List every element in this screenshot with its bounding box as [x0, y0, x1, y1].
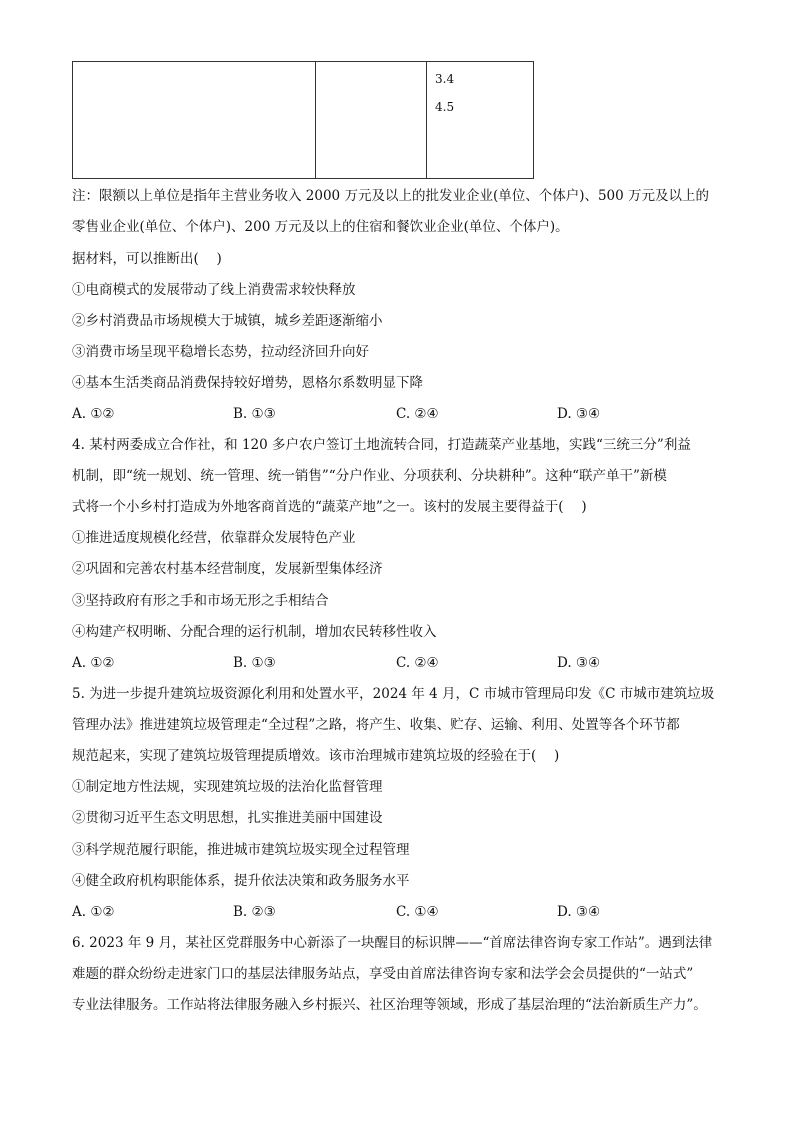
answer-option-b: B. ①③: [233, 406, 276, 422]
answer-option-c: C. ②④: [396, 406, 439, 422]
question-item: ①电商模式的发展带动了线上消费需求较快释放: [72, 282, 356, 298]
answer-option-a: A. ①②: [72, 406, 115, 422]
question-stem: 4. 某村两委成立合作社，和 120 多户农户签订土地流转合同，打造蔬菜产业基地，实践“三统三分”利益: [72, 437, 691, 453]
question-item: ③科学规范履行职能，推进城市建筑垃圾实现全过程管理: [72, 842, 410, 858]
answer-option-a: A. ①②: [72, 904, 115, 920]
question-stem: 机制，即“统一规划、统一管理、统一销售”“分户作业、分项获利、分块耕种”。这种“联产单干”新模: [72, 468, 667, 484]
question-stem: 难题的群众纷纷走进家门口的基层法律服务站点，享受由首席法律咨询专家和法学会会员提供的“一站式”: [72, 966, 694, 982]
answer-option-d: D. ③④: [557, 406, 601, 422]
question-stem: 规范起来，实现了建筑垃圾管理提质增效。该市治理城市建筑垃圾的经验在于( ): [72, 748, 560, 764]
question-item: ④构建产权明晰、分配合理的运行机制，增加农民转移性收入: [72, 624, 437, 640]
table-value: 4.5: [435, 100, 455, 114]
answer-option-b: B. ①③: [233, 655, 276, 671]
question-item: ①推进适度规模化经营，依靠群众发展特色产业: [72, 530, 356, 546]
answer-option-a: A. ①②: [72, 655, 115, 671]
table-note: 注：限额以上单位是指年主营业务收入 2000 万元及以上的批发业企业(单位、个体户)、500 万元及以上的: [72, 188, 710, 204]
question-item: ②巩固和完善农村基本经营制度，发展新型集体经济: [72, 561, 383, 577]
question-stem: 专业法律服务。工作站将法律服务融入乡村振兴、社区治理等领域，形成了基层治理的“法治新质生产力”。: [72, 997, 707, 1013]
data-table-fragment: [72, 61, 534, 179]
answer-option-c: C. ①④: [396, 904, 439, 920]
question-item: ②乡村消费品市场规模大于城镇，城乡差距逐渐缩小: [72, 313, 383, 329]
question-stem: 管理办法》推进建筑垃圾管理走“全过程”之路，将产生、收集、贮存、运输、利用、处置等各个环节都: [72, 717, 680, 733]
question-stem: 6. 2023 年 9 月，某社区党群服务中心新添了一块醒目的标识牌——“首席法律咨询专家工作站”。遇到法律: [72, 935, 713, 951]
answer-option-d: D. ③④: [557, 655, 601, 671]
answer-option-c: C. ②④: [396, 655, 439, 671]
question-item: ③消费市场呈现平稳增长态势，拉动经济回升向好: [72, 344, 369, 360]
question-item: ③坚持政府有形之手和市场无形之手相结合: [72, 593, 329, 609]
table-cell-values: [435, 72, 454, 114]
question-stem: 据材料，可以推断出( ): [72, 251, 222, 267]
question-item: ②贯彻习近平生态文明思想，扎实推进美丽中国建设: [72, 810, 383, 826]
question-item: ①制定地方性法规，实现建筑垃圾的法治化监督管理: [72, 779, 383, 795]
table-note: 零售业企业(单位、个体户)、200 万元及以上的住宿和餐饮业企业(单位、个体户)。: [72, 219, 569, 235]
answer-option-d: D. ③④: [557, 904, 601, 920]
answer-option-b: B. ②③: [233, 904, 276, 920]
question-item: ④健全政府机构职能体系，提升依法决策和政务服务水平: [72, 873, 410, 889]
question-stem: 5. 为进一步提升建筑垃圾资源化利用和处置水平，2024 年 4 月，C 市城市管理局印发《C 市城市建筑垃圾: [72, 686, 715, 702]
table-divider: [315, 62, 316, 178]
question-item: ④基本生活类商品消费保持较好增势，恩格尔系数明显下降: [72, 375, 423, 391]
table-value: 3.4: [435, 72, 455, 86]
table-divider: [426, 62, 427, 178]
question-stem: 式将一个小乡村打造成为外地客商首选的“蔬菜产地”之一。该村的发展主要得益于( ): [72, 499, 587, 515]
